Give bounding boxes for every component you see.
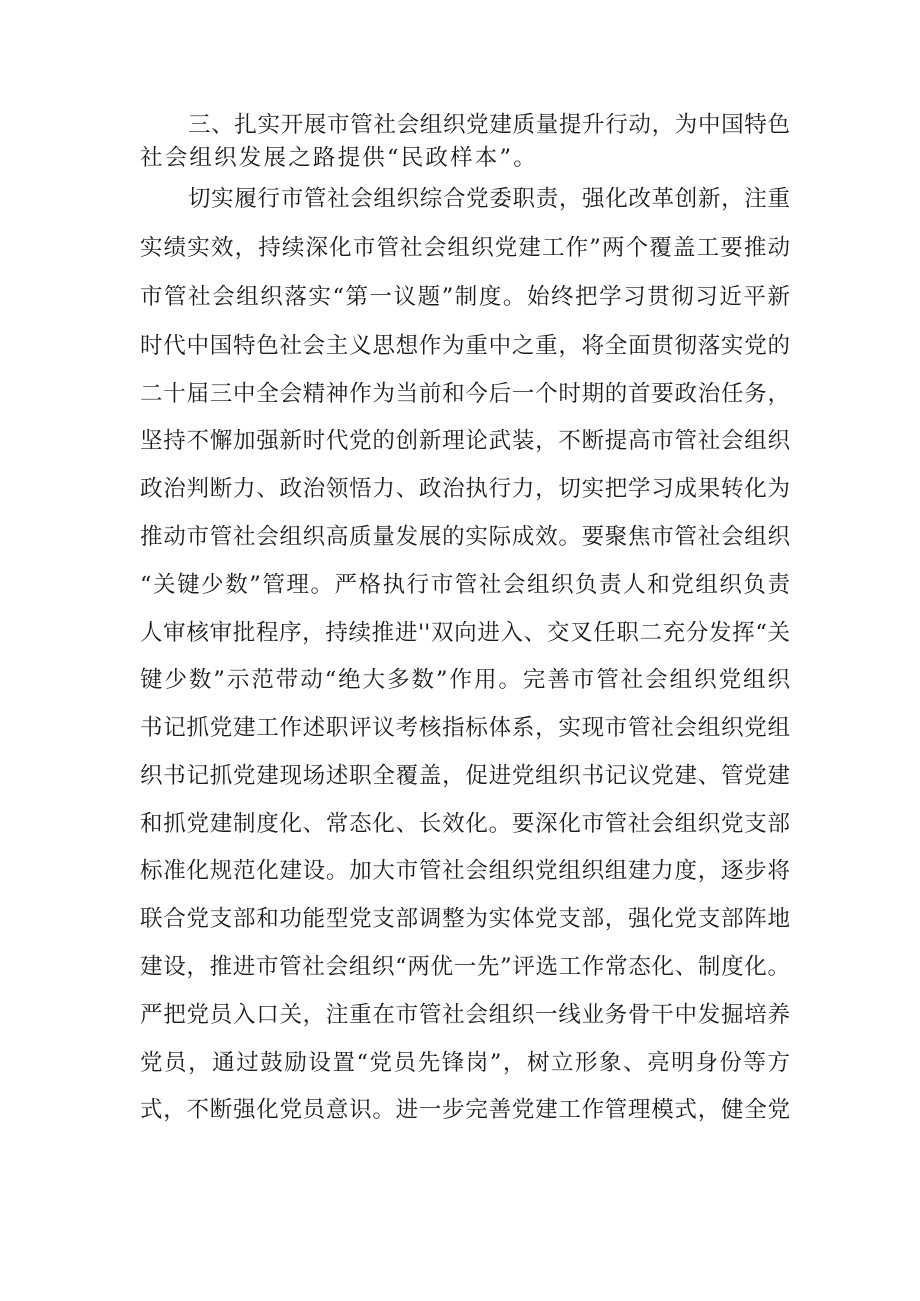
body-line-8: 推动市管社会组织高质量发展的实际成效。要聚焦市管社会组织 [140, 524, 790, 550]
body-line-12: 书记抓党建工作述职评议考核指标体系，实现市管社会组织党组 [140, 715, 790, 741]
body-line-4: 时代中国特色社会主义思想作为重中之重，将全面贯彻落实党的 [140, 333, 790, 359]
body-line-11: 键少数”示范带动“绝大多数”作用。完善市管社会组织党组织 [140, 667, 790, 693]
body-line-6: 坚持不懈加强新时代党的创新理论武装，不断提高市管社会组织 [140, 428, 790, 454]
body-line-10: 人审核审批程序，持续推进''双向进入、交叉任职二充分发挥“关 [140, 620, 790, 646]
body-line-17: 建设，推进市管社会组织“两优一先”评选工作常态化、制度化。 [140, 954, 790, 980]
section-heading-line-2: 社会组织发展之路提供“民政样本”。 [140, 145, 538, 171]
body-line-15: 标准化规范化建设。加大市管社会组织党组织组建力度，逐步将 [140, 858, 790, 884]
body-line-20: 式，不断强化党员意识。进一步完善党建工作管理模式，健全党 [140, 1097, 790, 1123]
body-line-9: “关键少数”管理。严格执行市管社会组织负责人和党组织负责 [140, 572, 790, 598]
body-line-3: 市管社会组织落实“第一议题”制度。始终把学习贯彻习近平新 [140, 284, 790, 310]
body-line-5: 二十届三中全会精神作为当前和今后一个时期的首要政治任务， [140, 381, 790, 407]
body-line-14: 和抓党建制度化、常态化、长效化。要深化市管社会组织党支部 [140, 811, 790, 837]
body-line-18: 严把党员入口关，注重在市管社会组织一线业务骨干中发掘培养 [140, 1002, 790, 1028]
body-line-1: 切实履行市管社会组织综合党委职责，强化改革创新，注重 [188, 186, 790, 212]
body-line-13: 织书记抓党建现场述职全覆盖，促进党组织书记议党建、管党建 [140, 763, 790, 789]
body-line-16: 联合党支部和功能型党支部调整为实体党支部，强化党支部阵地 [140, 906, 790, 932]
section-heading-line-1: 三、扎实开展市管社会组织党建质量提升行动，为中国特色 [188, 112, 790, 138]
body-line-7: 政治判断力、政治领悟力、政治执行力，切实把学习成果转化为 [140, 476, 790, 502]
body-line-2: 实绩实效，持续深化市管社会组织党建工作”两个覆盖工要推动 [140, 235, 790, 261]
body-line-19: 党员，通过鼓励设置“党员先锋岗”，树立形象、亮明身份等方 [140, 1050, 790, 1076]
